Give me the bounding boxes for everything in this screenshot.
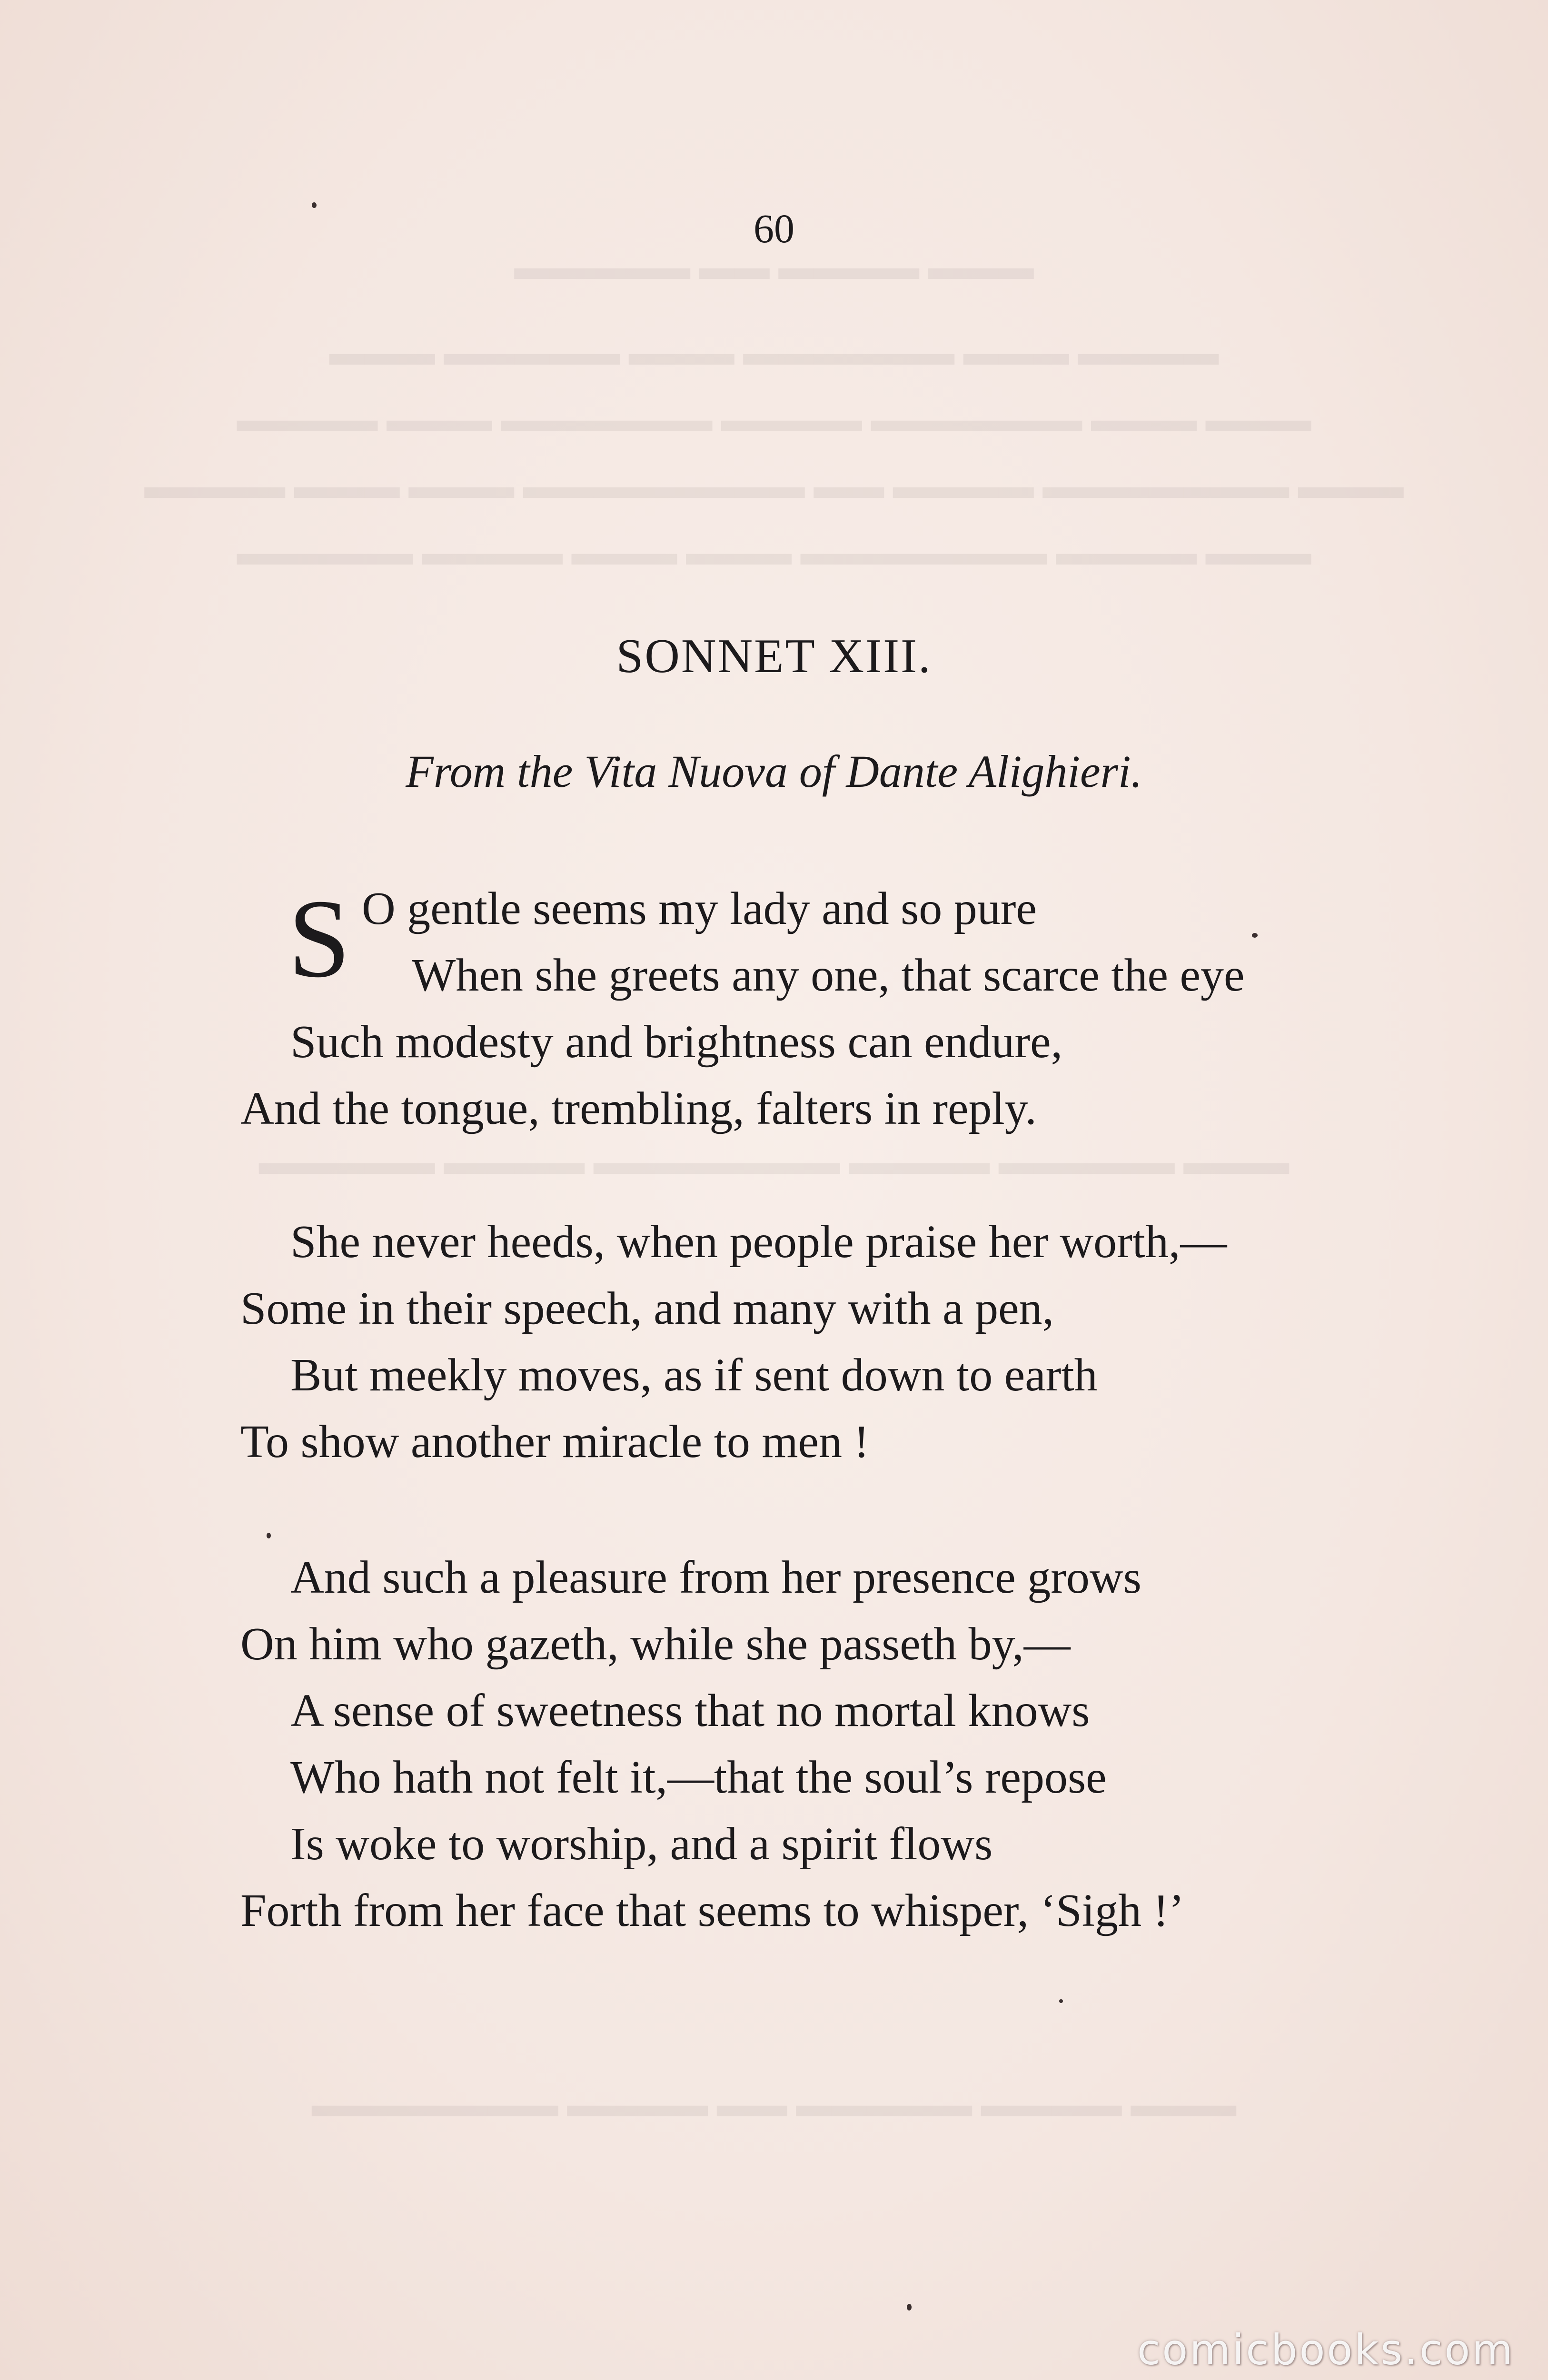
poem-line: Who hath not felt it,—that the soul’s repose <box>290 1752 1107 1803</box>
paper-speck <box>312 202 317 208</box>
sonnet-title: SONNET XIII. <box>616 629 932 683</box>
paper-speck <box>267 1533 271 1538</box>
poem-line: Is woke to worship, and a spirit flows <box>290 1818 993 1870</box>
poem-line: On him who gazeth, while she passeth by,— <box>240 1618 1071 1670</box>
poem-line: Forth from her face that seems to whisper, ‘Sigh !’ <box>240 1885 1184 1936</box>
bleed-through-texture: ▬▬▬ ▬▬▬▬▬ ▬▬▬▬ ▬▬▬▬▬▬▬ ▬▬▬▬ ▬▬▬▬▬ <box>258 1143 1290 1182</box>
bleed-through-texture: ▬▬▬ ▬▬▬▬ ▬▬ ▬▬▬▬▬ <box>514 248 1034 287</box>
paper-speck <box>1059 1999 1063 2003</box>
drop-cap: S <box>288 877 351 1001</box>
poem-line: O gentle seems my lady and so pure <box>362 883 1037 934</box>
poem-line: Some in their speech, and many with a pen, <box>240 1283 1054 1334</box>
poem-line: Such modesty and brightness can endure, <box>290 1016 1063 1068</box>
paper-speck <box>1252 933 1258 938</box>
watermark-logo: comicbooks.com <box>1137 2325 1515 2374</box>
poem-line: When she greets any one, that scarce the eye <box>412 950 1245 1001</box>
sonnet-subtitle: From the Vita Nuova of Dante Alighieri. <box>406 746 1142 797</box>
poem-line: A sense of sweetness that no mortal knows <box>290 1685 1090 1736</box>
poem-line: To show another miracle to men ! <box>240 1416 870 1468</box>
bleed-through-texture: ▬▬▬ ▬▬▬ ▬▬▬▬▬▬ ▬▬▬▬ ▬▬▬▬▬▬ ▬▬▬ ▬▬▬▬ <box>237 400 1311 439</box>
poem-line: She never heeds, when people praise her worth,— <box>290 1216 1227 1268</box>
bleed-through-texture: ▬▬▬ ▬▬▬▬ ▬▬▬▬▬▬▬ ▬▬▬ ▬▬▬ ▬▬▬▬ ▬▬▬▬▬ <box>237 534 1311 573</box>
paper-speck <box>907 2304 912 2311</box>
poem-line: And the tongue, trembling, falters in reply. <box>240 1083 1037 1134</box>
bleed-through-texture: ▬▬▬▬ ▬▬▬ ▬▬▬▬▬▬ ▬▬▬ ▬▬▬▬▬ ▬▬▬ <box>329 334 1219 373</box>
poem-line: And such a pleasure from her presence grows <box>290 1552 1141 1603</box>
bleed-through-texture: ▬▬▬ ▬▬▬▬ ▬▬▬▬▬ ▬▬ ▬▬▬▬ ▬▬▬▬▬▬▬ <box>311 2085 1237 2124</box>
bleed-through-texture: ▬▬▬ ▬▬▬▬▬▬▬ ▬▬▬▬ ▬▬ ▬▬▬▬▬▬▬▬ ▬▬▬ ▬▬▬ ▬▬▬▬ <box>144 467 1404 506</box>
poem-line: But meekly moves, as if sent down to earth <box>290 1349 1098 1401</box>
page-number: 60 <box>754 206 794 251</box>
